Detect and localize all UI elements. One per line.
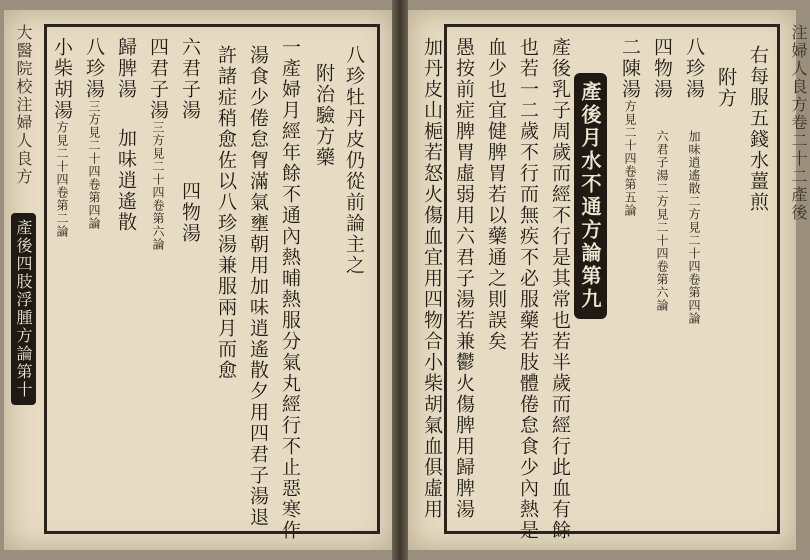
left-text-frame xyxy=(44,24,380,541)
left-margin-title: 產後四肢浮腫方論第十 xyxy=(11,213,36,405)
right-page xyxy=(408,10,808,550)
book-gutter xyxy=(392,0,408,560)
text-column: 也若一二歲不行而無疾不必服藥若肢體倦怠食少內熱是 xyxy=(517,37,539,541)
text-column: 加丹皮山梔若怒火傷血宜用四物合小柴胡氣血俱虛用 xyxy=(421,37,443,520)
text-column: 血少也宜健脾胃若以藥通之則誤矣 xyxy=(485,37,507,352)
left-margin-strip xyxy=(8,24,36,534)
text-column: 四君子湯三方見二十四卷第六論 xyxy=(147,37,169,251)
text-column: 八珍湯三方見二十四卷第四論 xyxy=(83,37,105,230)
text-column: 湯食少倦怠胷滿氣壅朝用加味逍遙散夕用四君子湯退 xyxy=(247,45,269,528)
text-column: 產後乳子周歲而經不行是其常也若半歲而經行此血有餘 xyxy=(549,37,571,541)
left-page xyxy=(4,10,392,550)
right-margin-strip: 注婦人良方卷二十二產後 xyxy=(789,24,808,222)
text-column: 八珍湯加味逍遙散二方見二十四卷第四論 xyxy=(683,37,705,325)
text-column: 右每服五錢水薑煎 xyxy=(747,45,769,213)
text-column: 歸脾湯加味逍遙散 xyxy=(115,37,137,233)
text-column: 六君子湯四物湯 xyxy=(179,37,201,244)
text-column: 八珍牡丹皮仍從前論主之 xyxy=(343,45,365,276)
left-margin-header: 大醫院校注婦人良方 xyxy=(14,24,33,186)
text-column: 附治驗方藥 xyxy=(313,63,335,168)
chapter-title-box: 產後月水不通方論第九 xyxy=(574,73,607,319)
text-column: 小柴胡湯方見二十四卷第二論 xyxy=(51,37,73,238)
text-column: 四物湯六君子湯二方見二十四卷第六論 xyxy=(651,37,673,312)
right-text-frame xyxy=(421,24,780,541)
text-column: 愚按前症脾胃虛弱用六君子湯若兼鬱火傷脾用歸脾湯 xyxy=(453,37,475,520)
text-column: 二陳湯方見二十四卷第五論 xyxy=(619,37,641,217)
text-column: 一產婦月經年餘不通內熱晡熱服分氣丸經行不止惡寒作 xyxy=(279,37,301,541)
text-column: 附方 xyxy=(715,67,737,109)
text-column: 許諸症稍愈佐以八珍湯兼服兩月而愈 xyxy=(215,45,237,381)
